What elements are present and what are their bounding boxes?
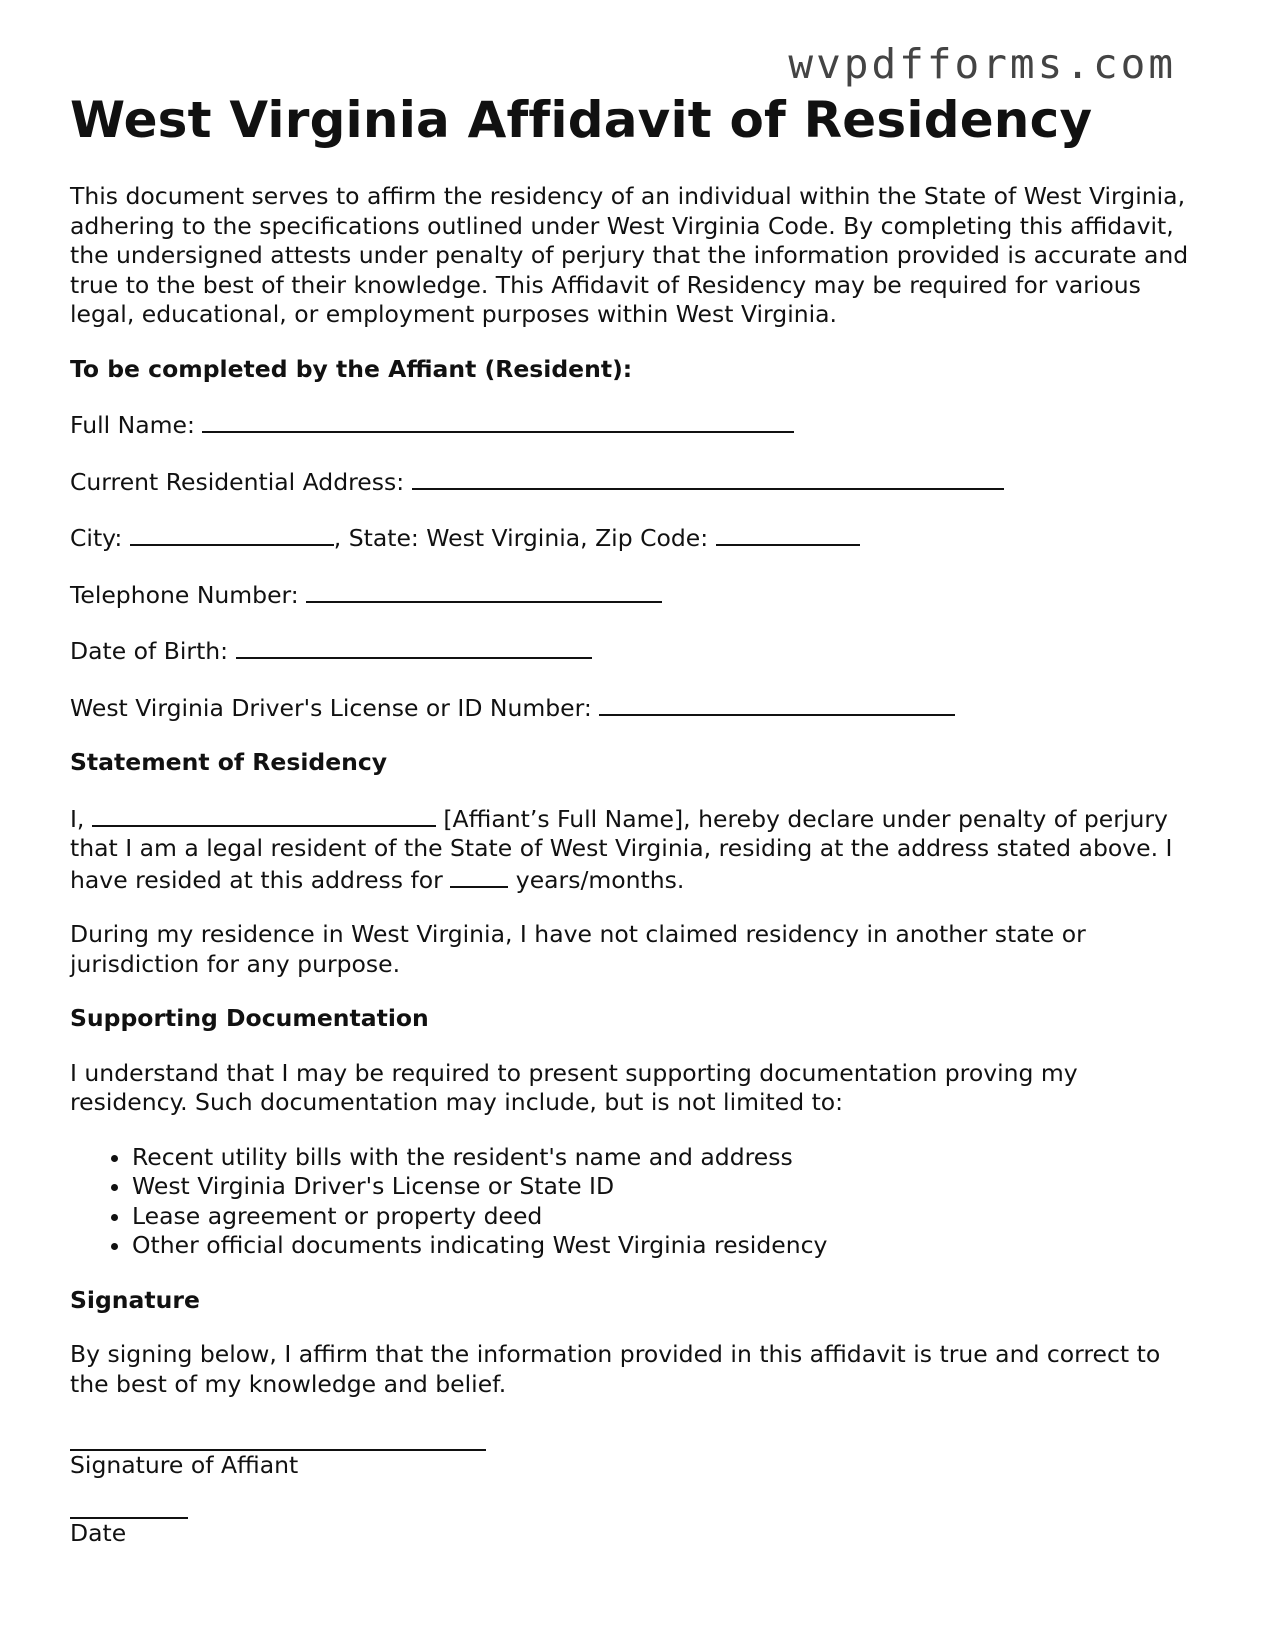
intro-paragraph: This document serves to affirm the residency of an individual within the State of West Virginia, adhering to the specifications outlined under West Virginia Code. By completing this affidavit, the undersigned attests under penalty of perjury that the information provided is accurate and true to the best of their knowledge. This Affidavit of Residency may be required for various legal, educational, or employment purposes within West Virginia. [70,182,1189,328]
zip-code-blank[interactable] [716,522,860,546]
dob-label: Date of Birth: [70,637,229,665]
signature-block [70,1449,1200,1548]
duration-blank[interactable] [450,864,508,888]
dob-row [70,635,1200,667]
affidavit-document [70,86,1200,1548]
address-label: Current Residential Address: [70,467,405,496]
phone-row [70,579,1200,611]
signature-heading: Signature [70,1285,200,1314]
city-blank[interactable] [130,522,334,546]
statement-paragraph-2: During my residence in West Virginia, I have not claimed residency in another state or jurisdiction for any purpose. [70,920,1086,978]
phone-label: Telephone Number: [70,580,299,609]
full-name-row [70,409,1200,441]
supporting-documents-list [70,1143,1200,1261]
license-blank[interactable] [599,692,955,716]
address-blank[interactable] [412,466,1004,490]
city-label: City: [70,524,123,552]
affiant-name-blank[interactable] [92,803,436,827]
date-label: Date [70,1518,127,1547]
statement-suffix: years/months. [515,865,685,894]
list-item: • West Virginia Driver's License or State ID [132,1172,1200,1202]
signature-label: Signature of Affiant [70,1451,299,1479]
license-row [70,692,1200,724]
state-zip-label: , State: West Virginia, Zip Code: [333,524,709,552]
list-item: • Recent utility bills with the resident's name and address [132,1143,1200,1173]
full-name-label: Full Name: [70,411,195,439]
signature-paragraph: By signing below, I affirm that the information provided in this affidavit is true and correct to the best of my knowledge and belief. [70,1340,1161,1398]
statement-prefix: I, [70,804,85,833]
full-name-blank[interactable] [202,409,794,433]
watermark: wvpdfforms.com [788,40,1176,88]
address-row [70,466,1200,498]
page-title: West Virginia Affidavit of Residency [70,91,1093,149]
affiant-section-heading: To be completed by the Affiant (Resident): [70,354,633,383]
statement-middle: [Affiant’s Full Name], hereby declare under penalty of perjury that I am a legal resident of the State of West Virginia, residing at the address stated above. I have resided at this address for [70,804,1173,894]
supporting-heading: Supporting Documentation [70,1004,429,1032]
statement-heading: Statement of Residency [70,748,388,776]
statement-paragraph [70,803,1200,896]
dob-blank[interactable] [236,635,592,659]
list-item: • Other official documents indicating West Virginia residency [132,1231,1200,1261]
supporting-paragraph: I understand that I may be required to present supporting documentation proving my residency. Such documentation may include, but is not limited to: [70,1058,1078,1116]
list-item: • Lease agreement or property deed [132,1202,1200,1232]
phone-blank[interactable] [306,579,662,603]
city-row [70,522,1200,554]
license-label: West Virginia Driver's License or ID Number: [70,693,592,722]
